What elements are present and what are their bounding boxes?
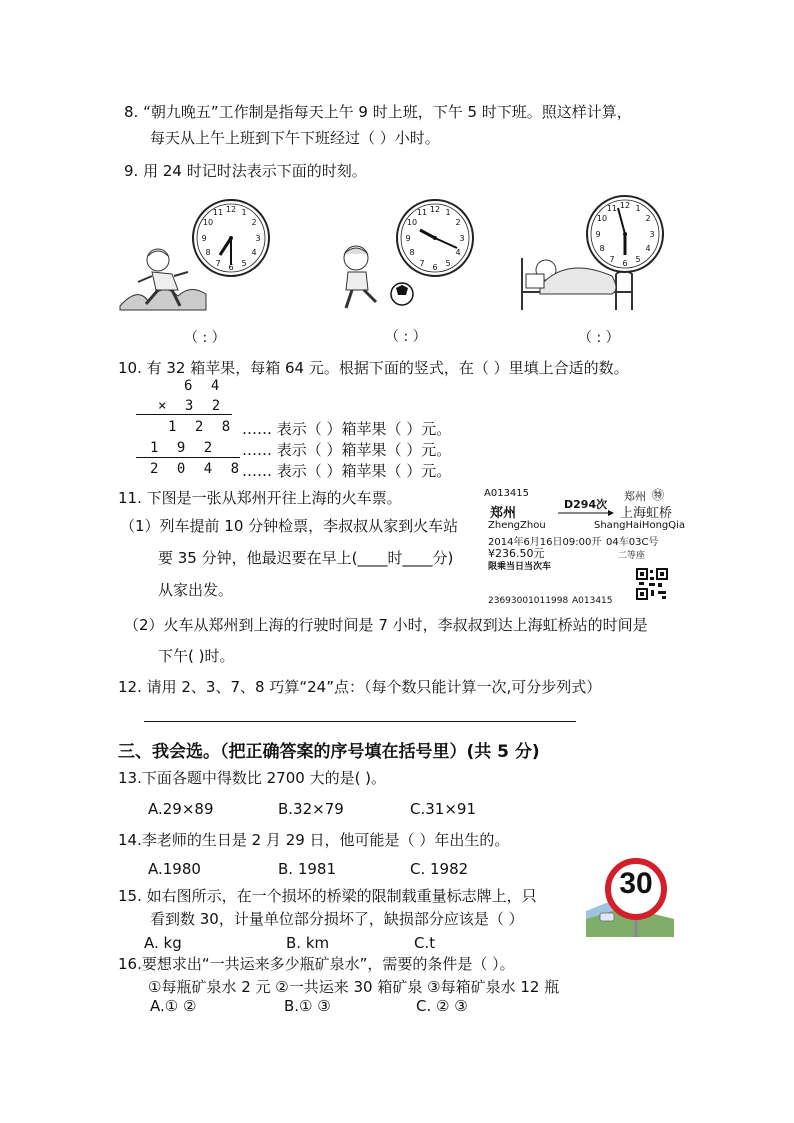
clock1-num-12: 12: [225, 205, 237, 214]
ticket-train: D294次: [564, 498, 608, 511]
q11-p1-line3: 从家出发。: [158, 581, 234, 599]
q16-option-b[interactable]: B.① ③: [284, 997, 331, 1015]
ticket-serial: A013415: [484, 488, 530, 499]
calc-partial-1: 1 2 8: [168, 419, 236, 435]
clock2-num-10: 10: [406, 218, 418, 227]
clock3-num-7: 7: [609, 255, 615, 264]
q14-option-a[interactable]: A.1980: [148, 860, 201, 878]
clock2-num-9: 9: [405, 234, 411, 243]
ticket-price: ¥236.50元: [488, 547, 545, 560]
qr-code-icon: [636, 568, 668, 600]
q11-p2-line1: （2）火车从郑州到上海的行驶时间是 7 小时，李叔叔到达上海虹桥站的时间是: [124, 616, 648, 634]
clock2-num-4: 4: [455, 248, 461, 257]
train-ticket: [482, 484, 686, 608]
clock3-num-3: 3: [649, 230, 655, 239]
ticket-class: 二等座: [618, 551, 646, 561]
q13-text: 13.下面各题中得数比 2700 大的是( )。: [118, 769, 387, 787]
clock2-num-5: 5: [445, 259, 451, 268]
calc-product: 2 0 4 8: [150, 461, 245, 477]
clock3-num-11: 11: [606, 204, 618, 213]
clock-2: [394, 197, 476, 279]
calc-multiplicand: 6 4: [184, 378, 225, 394]
ticket-to: 上海虹桥: [620, 506, 673, 521]
clock3-num-12: 12: [619, 201, 631, 210]
clock2-num-11: 11: [416, 208, 428, 217]
ticket-corner: 郑州: [624, 490, 646, 503]
calc-row-2: …… 表示（ ）箱苹果（ ）元。: [242, 441, 452, 459]
clock1-num-2: 2: [251, 218, 257, 227]
q15-option-c[interactable]: C.t: [414, 934, 436, 952]
q12-answer-line[interactable]: [144, 721, 576, 722]
ticket-from: 郑州: [490, 506, 517, 521]
q9-text: 9. 用 24 时记时法表示下面的时刻。: [124, 162, 367, 180]
ticket-seat: 04车03C号: [606, 537, 659, 548]
q15-option-a[interactable]: A. kg: [144, 934, 182, 952]
clock1-num-11: 11: [212, 208, 224, 217]
q8-line2: 每天从上午上班到下午下班经过（ ）小时。: [150, 129, 440, 147]
q8-line1: 8. “朝九晚五”工作制是指每天上午 9 时上班，下午 5 时下班。照这样计算，: [124, 103, 632, 121]
clock2-num-7: 7: [419, 259, 425, 268]
clock2-num-2: 2: [455, 218, 461, 227]
clock3-num-5: 5: [635, 255, 641, 264]
clock2-num-6: 6: [432, 263, 438, 272]
clock2-num-8: 8: [409, 248, 415, 257]
weight-limit-sign: [586, 857, 674, 937]
arrow-icon: [558, 510, 614, 516]
calc-partial-2: 1 9 2: [150, 440, 218, 456]
q11-p2-line2: 下午( )时。: [158, 647, 235, 665]
q15-option-b[interactable]: B. km: [286, 934, 330, 952]
q15-line1: 15. 如右图所示，在一个损坏的桥梁的限制载重量标志牌上，只: [118, 887, 537, 905]
clock1-num-5: 5: [241, 259, 247, 268]
clock3-num-4: 4: [645, 244, 651, 253]
clock-1: [190, 197, 272, 279]
q11-text: 11. 下图是一张从郑州开往上海的火车票。: [118, 489, 402, 507]
clock1-num-8: 8: [205, 248, 211, 257]
clock1-num-9: 9: [201, 234, 207, 243]
clock2-num-1: 1: [445, 208, 451, 217]
calc-row-1: …… 表示（ ）箱苹果（ ）元。: [242, 420, 452, 438]
ticket-corner-mark: ㊕: [652, 488, 665, 502]
clock1-num-10: 10: [202, 218, 214, 227]
ticket-datetime: 2014年6月16日09:00开: [488, 537, 602, 548]
q16-option-c[interactable]: C. ② ③: [416, 997, 468, 1015]
clock3-num-1: 1: [635, 204, 641, 213]
q14-option-b[interactable]: B. 1981: [278, 860, 337, 878]
q14-text: 14.李老师的生日是 2 月 29 日，他可能是（ ）年出生的。: [118, 831, 510, 849]
clock3-num-6: 6: [622, 259, 628, 268]
clock1-answer[interactable]: （ : ）: [184, 330, 226, 346]
q11-p1-line2: 要 35 分钟，他最迟要在早上(____时____分): [158, 549, 454, 567]
clock2-num-3: 3: [459, 234, 465, 243]
ticket-barcode: 23693001011998: [488, 596, 569, 606]
q16-conditions: ①每瓶矿泉水 2 元 ②一共运来 30 箱矿泉 ③每箱矿泉水 12 瓶: [148, 978, 560, 996]
calc-multiplier: × 3 2: [158, 398, 226, 414]
q13-option-c[interactable]: C.31×91: [410, 800, 476, 818]
clock1-num-4: 4: [251, 248, 257, 257]
clock3-answer[interactable]: （ : ）: [578, 330, 620, 346]
q15-line2: 看到数 30，计量单位部分损坏了，缺损部分应该是（ ）: [150, 910, 524, 928]
clock1-num-1: 1: [241, 208, 247, 217]
q16-text: 16.要想求出“一共运来多少瓶矿泉水”，需要的条件是（ ）。: [118, 955, 515, 973]
clock1-num-6: 6: [228, 263, 234, 272]
ticket-from-pinyin: ZhengZhou: [488, 520, 546, 531]
section3-title: 三、我会选。（把正确答案的序号填在括号里）(共 5 分): [118, 742, 540, 762]
ticket-to-pinyin: ShangHaiHongQia: [594, 520, 686, 531]
calc-row-3: …… 表示（ ）箱苹果（ ）元。: [242, 462, 452, 480]
clock2-num-12: 12: [429, 205, 441, 214]
q13-option-a[interactable]: A.29×89: [148, 800, 214, 818]
clock1-num-3: 3: [255, 234, 261, 243]
clock1-num-7: 7: [215, 259, 221, 268]
clock3-num-2: 2: [645, 214, 651, 223]
clock3-num-8: 8: [599, 244, 605, 253]
q14-option-c[interactable]: C. 1982: [410, 860, 469, 878]
q11-p1-line1: （1）列车提前 10 分钟检票，李叔叔从家到火车站: [120, 517, 459, 535]
clock3-num-9: 9: [595, 230, 601, 239]
q16-option-a[interactable]: A.① ②: [150, 997, 197, 1015]
q10-text: 10. 有 32 箱苹果，每箱 64 元。根据下面的竖式，在（ ）里填上合适的数。: [118, 359, 629, 377]
q13-option-b[interactable]: B.32×79: [278, 800, 344, 818]
sign-number: 30: [619, 867, 653, 900]
clock3-num-10: 10: [596, 214, 608, 223]
ticket-serial-2: A013415: [572, 596, 613, 606]
clock-3: [584, 193, 666, 275]
q12-text: 12. 请用 2、3、7、8 巧算“24”点：（每个数只能计算一次,可分步列式）: [118, 678, 602, 696]
ticket-note: 限乘当日当次车: [488, 562, 552, 572]
clock2-answer[interactable]: （ : ）: [385, 329, 427, 345]
calc-line-2: [136, 457, 240, 458]
calc-line-1: [136, 414, 232, 415]
